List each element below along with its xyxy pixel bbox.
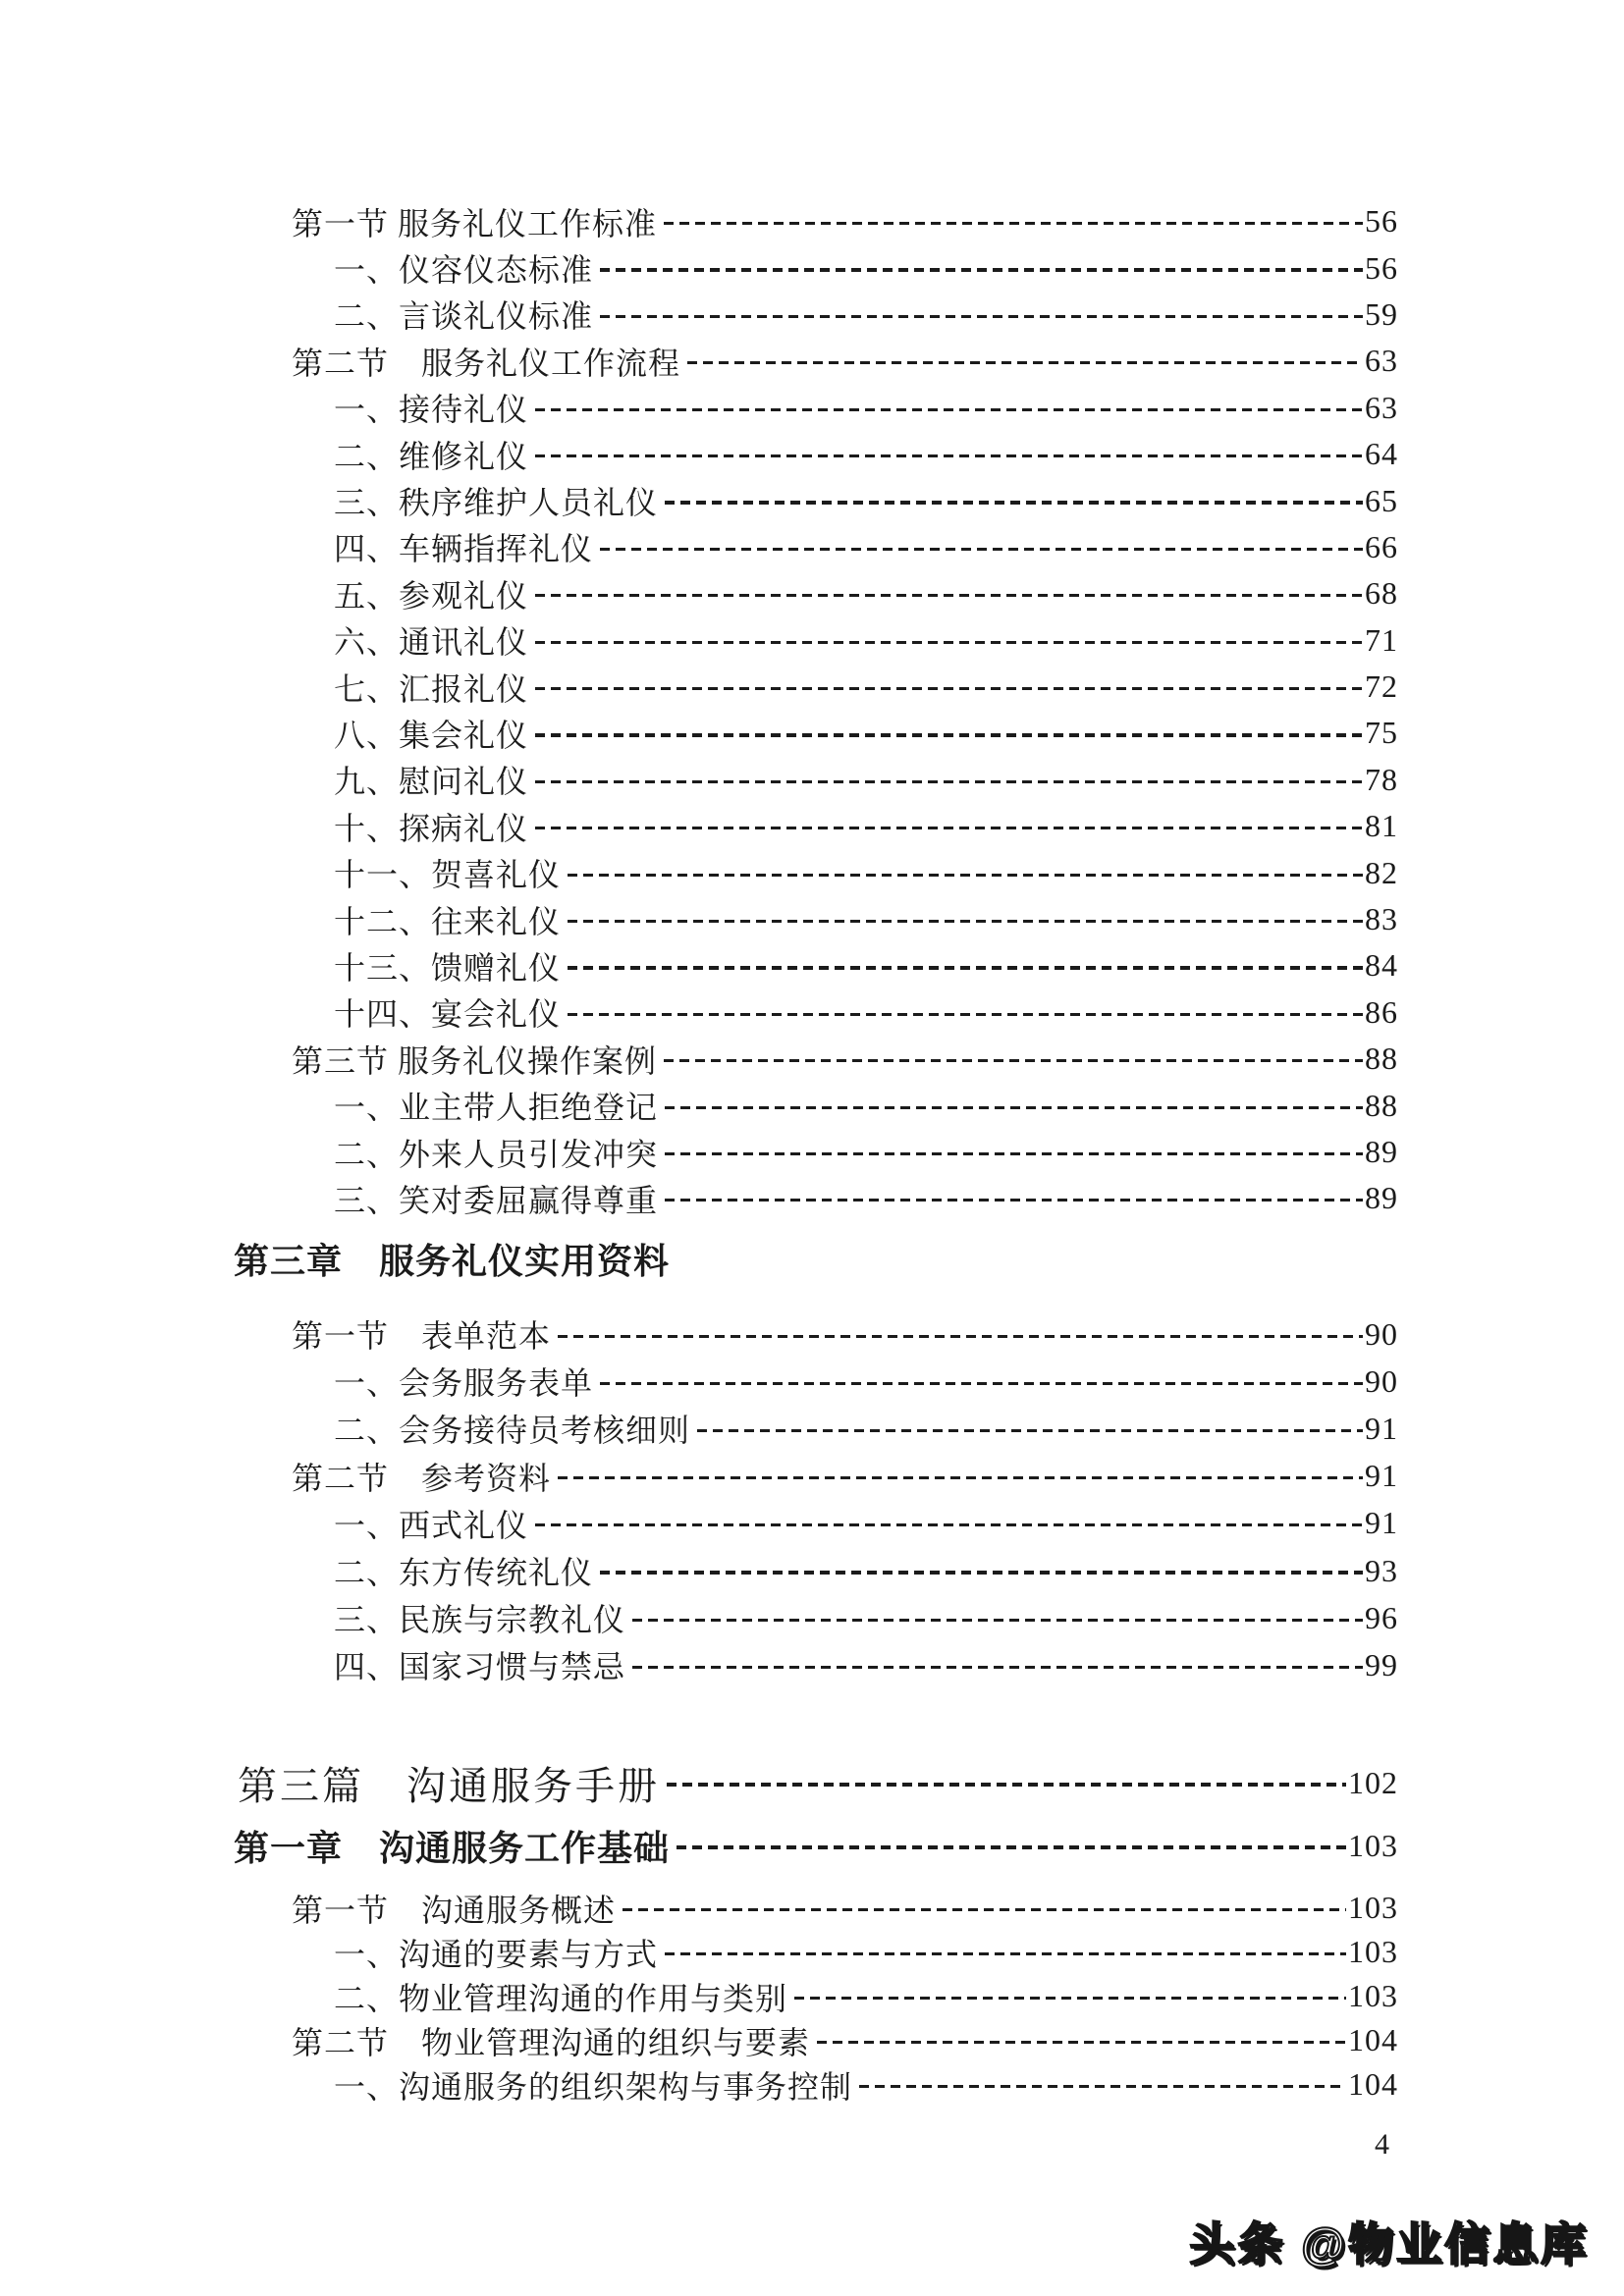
dotted-leader — [667, 1783, 1346, 1786]
toc-entry-label: 三、笑对委屈赢得尊重 — [334, 1182, 659, 1218]
toc-entry-label: 五、参观礼仪 — [334, 577, 529, 614]
toc-entry — [0, 803, 1398, 849]
toc-entry-page: 63 — [1365, 343, 1398, 379]
toc-entry-page: 103 — [1348, 1890, 1398, 1925]
toc-entry-label: 第二节 参考资料 — [292, 1460, 552, 1496]
toc-entry-page: 89 — [1365, 1180, 1398, 1216]
toc-entry — [0, 1082, 1398, 1128]
toc-entry-label: 二、东方传统礼仪 — [334, 1555, 594, 1591]
toc-entry-label: 一、接待礼仪 — [334, 392, 529, 428]
dotted-leader — [535, 733, 1363, 736]
toc-entry — [0, 1641, 1398, 1688]
toc-entry — [0, 896, 1398, 942]
toc-entry-label: 一、西式礼仪 — [334, 1507, 529, 1543]
dotted-leader — [664, 222, 1363, 225]
toc-entry-label: 二、会务接待员考核细则 — [334, 1413, 691, 1449]
toc-entry-label: 一、业主带人拒绝登记 — [334, 1090, 659, 1126]
toc-entry — [0, 1500, 1398, 1547]
part-heading-label: 第三篇 沟通服务手册 — [238, 1763, 660, 1808]
toc-entry-page: 83 — [1365, 901, 1398, 937]
toc-entry-page: 86 — [1365, 993, 1398, 1030]
watermark-text: 头条 @物业信息库 — [1189, 2218, 1589, 2269]
toc-entry-label: 七、汇报礼仪 — [334, 670, 529, 707]
toc-entry-page: 89 — [1365, 1134, 1398, 1169]
toc-entry — [0, 989, 1398, 1036]
part-heading — [0, 1753, 1398, 1812]
toc-entry-label: 十、探病礼仪 — [334, 810, 529, 846]
dotted-leader — [568, 966, 1363, 969]
toc-entry-page: 104 — [1348, 2022, 1398, 2057]
toc-entry-page: 91 — [1365, 1458, 1398, 1494]
dotted-leader — [600, 315, 1363, 318]
toc-entry — [0, 524, 1398, 570]
dotted-leader — [687, 361, 1363, 364]
toc-entry-page: 82 — [1365, 854, 1398, 890]
dotted-leader — [600, 1382, 1363, 1385]
toc-entry — [0, 1453, 1398, 1500]
toc-entry-page: 56 — [1365, 249, 1398, 286]
toc-entry-page: 63 — [1365, 389, 1398, 425]
toc-entry-label: 第一节 沟通服务概述 — [292, 1892, 617, 1928]
toc-entry-label: 六、通讯礼仪 — [334, 624, 529, 661]
toc-entry-label: 九、慰问礼仪 — [334, 764, 529, 800]
toc-entry-label: 八、集会礼仪 — [334, 717, 529, 753]
toc-entry-page: 103 — [1348, 1934, 1398, 1969]
toc-entry — [0, 1129, 1398, 1175]
toc-entry — [0, 1930, 1398, 1974]
toc-entry-page: 64 — [1365, 436, 1398, 472]
toc-entry — [0, 477, 1398, 523]
chapter-heading-label: 第三章 服务礼仪实用资料 — [234, 1240, 671, 1281]
toc-entry-page: 81 — [1365, 808, 1398, 844]
toc-entry-label: 第一节 服务礼仪工作标准 — [292, 205, 658, 241]
toc-entry-page: 90 — [1365, 1362, 1398, 1399]
toc-entry-label: 一、沟通的要素与方式 — [334, 1936, 659, 1972]
dotted-leader — [535, 1523, 1363, 1526]
dotted-leader — [664, 1059, 1363, 1062]
dotted-leader — [632, 1666, 1363, 1669]
footer-page-number: 4 — [1375, 2128, 1389, 2161]
dotted-leader — [535, 594, 1363, 597]
toc-entry-page: 65 — [1365, 482, 1398, 518]
toc-entry-page: 75 — [1365, 715, 1398, 751]
toc-block-communication-service — [0, 1886, 1398, 2107]
toc-entry-label: 一、仪容仪态标准 — [334, 252, 594, 289]
dotted-leader — [623, 1908, 1346, 1911]
dotted-leader — [535, 641, 1363, 644]
toc-entry — [0, 1886, 1398, 1930]
dotted-leader — [535, 408, 1363, 411]
dotted-leader — [665, 1952, 1346, 1955]
toc-entry-label: 第一节 表单范本 — [292, 1318, 552, 1355]
toc-entry — [0, 570, 1398, 616]
dotted-leader — [665, 1199, 1363, 1201]
toc-block-practical-materials — [0, 1310, 1398, 1689]
dotted-leader — [535, 827, 1363, 829]
toc-entry — [0, 1175, 1398, 1221]
toc-entry-label: 三、民族与宗教礼仪 — [334, 1602, 626, 1638]
toc-entry-label: 第二节 服务礼仪工作流程 — [292, 345, 681, 381]
toc-entry — [0, 849, 1398, 895]
toc-entry — [0, 338, 1398, 384]
toc-entry-page: 99 — [1365, 1646, 1398, 1682]
dotted-leader — [535, 687, 1363, 690]
toc-entry — [0, 385, 1398, 431]
toc-entry-page: 93 — [1365, 1552, 1398, 1588]
dotted-leader — [632, 1619, 1363, 1622]
toc-entry-page: 91 — [1365, 1410, 1398, 1446]
chapter-heading-label: 第一章 沟通服务工作基础 — [234, 1827, 671, 1868]
dotted-leader — [665, 1106, 1363, 1109]
toc-entry — [0, 431, 1398, 477]
toc-entry-label: 三、秩序维护人员礼仪 — [334, 485, 659, 521]
toc-entry-page: 90 — [1365, 1315, 1398, 1352]
toc-entry-label: 十三、馈赠礼仪 — [334, 949, 562, 986]
toc-entry — [0, 1358, 1398, 1405]
dotted-leader — [558, 1335, 1363, 1338]
dotted-leader — [677, 1845, 1346, 1848]
toc-entry-page: 68 — [1365, 575, 1398, 612]
toc-block-service-etiquette — [0, 198, 1398, 1222]
dotted-leader — [568, 874, 1363, 877]
toc-entry — [0, 1974, 1398, 2018]
toc-entry-page: 103 — [1348, 1978, 1398, 2013]
dotted-leader — [600, 268, 1363, 271]
toc-entry-page: 96 — [1365, 1599, 1398, 1635]
toc-entry — [0, 1405, 1398, 1452]
dotted-leader — [600, 1571, 1363, 1574]
toc-entry — [0, 2018, 1398, 2062]
toc-entry — [0, 1036, 1398, 1082]
dotted-leader — [568, 1013, 1363, 1016]
toc-entry-page: 104 — [1348, 2066, 1398, 2102]
toc-entry-page: 71 — [1365, 621, 1398, 658]
toc-entry — [0, 2062, 1398, 2107]
dotted-leader — [817, 2041, 1346, 2044]
dotted-leader — [568, 920, 1363, 923]
toc-entry — [0, 198, 1398, 244]
toc-entry — [0, 1310, 1398, 1358]
toc-entry-label: 十一、贺喜礼仪 — [334, 857, 562, 893]
dotted-leader — [558, 1476, 1363, 1479]
toc-entry-label: 四、国家习惯与禁忌 — [334, 1649, 626, 1685]
dotted-leader — [535, 780, 1363, 783]
toc-entry — [0, 292, 1398, 338]
toc-entry — [0, 942, 1398, 988]
dotted-leader — [665, 501, 1363, 504]
chapter-heading — [0, 1233, 1398, 1284]
toc-entry-label: 二、物业管理沟通的作用与类别 — [334, 1980, 788, 2016]
toc-entry — [0, 710, 1398, 756]
toc-entry-page: 84 — [1365, 947, 1398, 984]
toc-entry-page: 56 — [1365, 203, 1398, 240]
toc-entry-label: 四、车辆指挥礼仪 — [334, 531, 594, 567]
toc-entry — [0, 1547, 1398, 1594]
chapter-heading — [0, 1819, 1398, 1872]
toc-entry-page: 66 — [1365, 528, 1398, 564]
toc-entry-label: 一、沟通服务的组织架构与事务控制 — [334, 2068, 853, 2105]
dotted-leader — [665, 1152, 1363, 1155]
toc-entry-page: 88 — [1365, 1087, 1398, 1123]
toc-entry — [0, 757, 1398, 803]
toc-entry-page: 78 — [1365, 761, 1398, 797]
toc-entry-label: 十二、往来礼仪 — [334, 903, 562, 939]
dotted-leader — [535, 454, 1363, 457]
toc-entry-page: 72 — [1365, 668, 1398, 705]
toc-entry-label: 二、维修礼仪 — [334, 438, 529, 474]
toc-entry-label: 十四、宴会礼仪 — [334, 996, 562, 1033]
toc-entry-label: 第三节 服务礼仪操作案例 — [292, 1042, 658, 1079]
toc-entry-label: 二、外来人员引发冲突 — [334, 1136, 659, 1172]
toc-entry-page: 59 — [1365, 295, 1398, 332]
toc-entry-label: 二、言谈礼仪标准 — [334, 298, 594, 335]
toc-entry-page: 91 — [1365, 1505, 1398, 1541]
toc-entry-label: 第二节 物业管理沟通的组织与要素 — [292, 2024, 811, 2060]
toc-entry-label: 一、会务服务表单 — [334, 1365, 594, 1402]
toc-entry — [0, 617, 1398, 664]
toc-entry — [0, 664, 1398, 710]
toc-entry — [0, 1594, 1398, 1641]
chapter-heading-page: 103 — [1348, 1827, 1398, 1863]
toc-entry — [0, 244, 1398, 291]
dotted-leader — [697, 1429, 1363, 1432]
dotted-leader — [794, 1997, 1346, 2000]
toc-entry-page: 88 — [1365, 1041, 1398, 1077]
dotted-leader — [600, 548, 1363, 551]
part-heading-page: 102 — [1348, 1764, 1398, 1800]
dotted-leader — [859, 2085, 1346, 2088]
